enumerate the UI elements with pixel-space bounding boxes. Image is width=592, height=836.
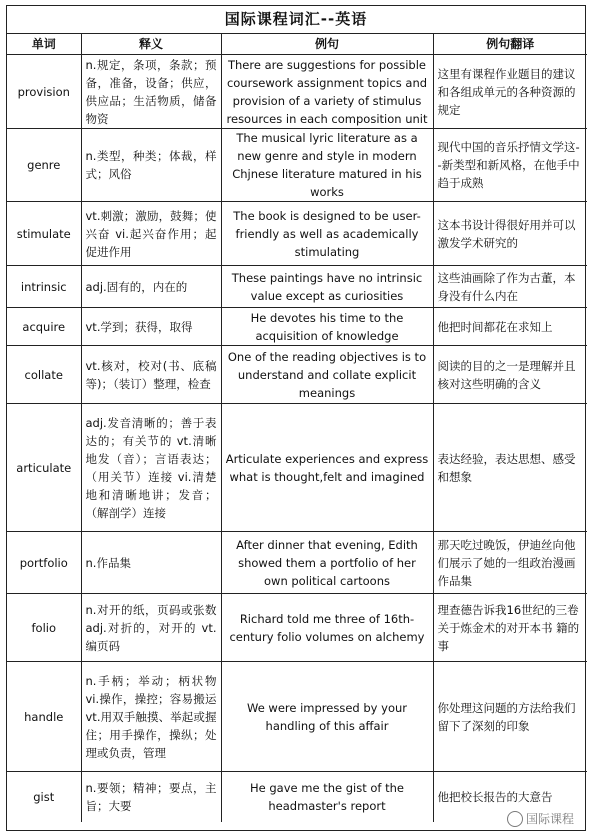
table-row xyxy=(7,266,587,308)
column-header-example: 例句 xyxy=(221,34,433,55)
meaning-cell: n.对开的纸，页码或张数 adj.对折的，对开的 vt.编页码 xyxy=(81,594,221,662)
word-cell: stimulate xyxy=(7,202,81,266)
word-cell: collate xyxy=(7,346,81,404)
word-cell: gist xyxy=(7,772,81,822)
table-row xyxy=(7,532,587,594)
page-title: 国际课程词汇--英语 xyxy=(7,6,585,34)
table-row xyxy=(7,662,587,772)
word-cell: folio xyxy=(7,594,81,662)
translation-cell: 那天吃过晚饭，伊迪丝向他们展示了她的一组政治漫画 作品集 xyxy=(433,532,587,594)
word-cell: handle xyxy=(7,662,81,772)
vocabulary-sheet xyxy=(6,5,586,831)
meaning-cell: vt.核对，校对(书、底稿等)；（装订）整理，检查 xyxy=(81,346,221,404)
word-cell: intrinsic xyxy=(7,266,81,308)
watermark xyxy=(503,809,578,829)
translation-cell: 理查德告诉我16世纪的三卷关于炼金术的对开本书 籍的事 xyxy=(433,594,587,662)
column-header-meaning: 释义 xyxy=(81,34,221,55)
meaning-cell: vt.刺激；激励，鼓舞；使兴奋 vi.起兴奋作用；起促进作用 xyxy=(81,202,221,266)
meaning-cell: n.类型，种类；体裁，样式；风俗 xyxy=(81,129,221,202)
example-cell: These paintings have no intrinsic value except as curiosities xyxy=(221,266,433,308)
column-header-translation: 例句翻译 xyxy=(433,34,587,55)
table-row xyxy=(7,129,587,202)
translation-cell: 他把校长报告的大意告 xyxy=(433,772,587,822)
meaning-cell: adj.固有的，内在的 xyxy=(81,266,221,308)
word-cell: provision xyxy=(7,55,81,129)
word-cell: portfolio xyxy=(7,532,81,594)
translation-cell: 这本书设计得很好用并可以激发学术研究的 xyxy=(433,202,587,266)
example-cell: Richard told me three of 16th-century folio volumes on alchemy xyxy=(221,594,433,662)
example-cell: One of the reading objectives is to understand and collate explicit meanings xyxy=(221,346,433,404)
translation-cell: 这些油画除了作为古董，本身没有什么内在 xyxy=(433,266,587,308)
table-row xyxy=(7,404,587,532)
watermark-text: 国际课程 xyxy=(525,811,574,826)
table-row xyxy=(7,594,587,662)
example-cell: We were impressed by your handling of this affair xyxy=(221,662,433,772)
meaning-cell: n.规定，条项，条款；预备，准备，设备；供应，供应品；生活物质，储备物资 xyxy=(81,55,221,129)
meaning-cell: n.手柄；举动；柄状物 vi.操作，操控；容易搬运 vt.用双手触摸、举起或握住；用手操作，操纵；处理或负责，管理 xyxy=(81,662,221,772)
table-row xyxy=(7,202,587,266)
translation-cell: 现代中国的音乐抒情文学这--新类型和新风格，在他手中趋于成熟 xyxy=(433,129,587,202)
translation-cell: 表达经验，表达思想、感受和想象 xyxy=(433,404,587,532)
table-row xyxy=(7,308,587,346)
table-row xyxy=(7,772,587,822)
table-header-row xyxy=(7,34,587,55)
translation-cell: 你处理这问题的方法给我们留下了深刻的印象 xyxy=(433,662,587,772)
meaning-cell: n.要领；精神；要点，主旨；大要 xyxy=(81,772,221,822)
example-cell: The musical lyric literature as a new genre and style in modern Chjnese literature matured in his works xyxy=(221,129,433,202)
translation-cell: 他把时间都花在求知上 xyxy=(433,308,587,346)
word-cell: articulate xyxy=(7,404,81,532)
meaning-cell: adj.发音清晰的；善于表达的；有关节的 vt.清晰地发（音）；言语表达；（用关节）连接 vi.清楚地和清晰地讲；发音；（解剖学）连接 xyxy=(81,404,221,532)
translation-cell: 阅读的目的之一是理解并且核对这些明确的含义 xyxy=(433,346,587,404)
meaning-cell: vt.学到；获得，取得 xyxy=(81,308,221,346)
example-cell: He devotes his time to the acquisition of knowledge xyxy=(221,308,433,346)
example-cell: There are suggestions for possible coursework assignment topics and provision of a variety of stimulus resources in each composition unit xyxy=(221,55,433,129)
example-cell: After dinner that evening, Edith showed them a portfolio of her own political cartoons xyxy=(221,532,433,594)
example-cell: The book is designed to be user-friendly as well as academically stimulating xyxy=(221,202,433,266)
word-cell: genre xyxy=(7,129,81,202)
table-row xyxy=(7,346,587,404)
translation-cell: 这里有课程作业题目的建议和各组成单元的各种资源的规定 xyxy=(433,55,587,129)
wechat-logo-icon xyxy=(507,811,523,827)
table-row xyxy=(7,55,587,129)
meaning-cell: n.作品集 xyxy=(81,532,221,594)
vocabulary-table xyxy=(7,34,587,822)
example-cell: Articulate experiences and express what is thought,felt and imagined xyxy=(221,404,433,532)
example-cell: He gave me the gist of the headmaster's report xyxy=(221,772,433,822)
column-header-word: 单词 xyxy=(7,34,81,55)
word-cell: acquire xyxy=(7,308,81,346)
